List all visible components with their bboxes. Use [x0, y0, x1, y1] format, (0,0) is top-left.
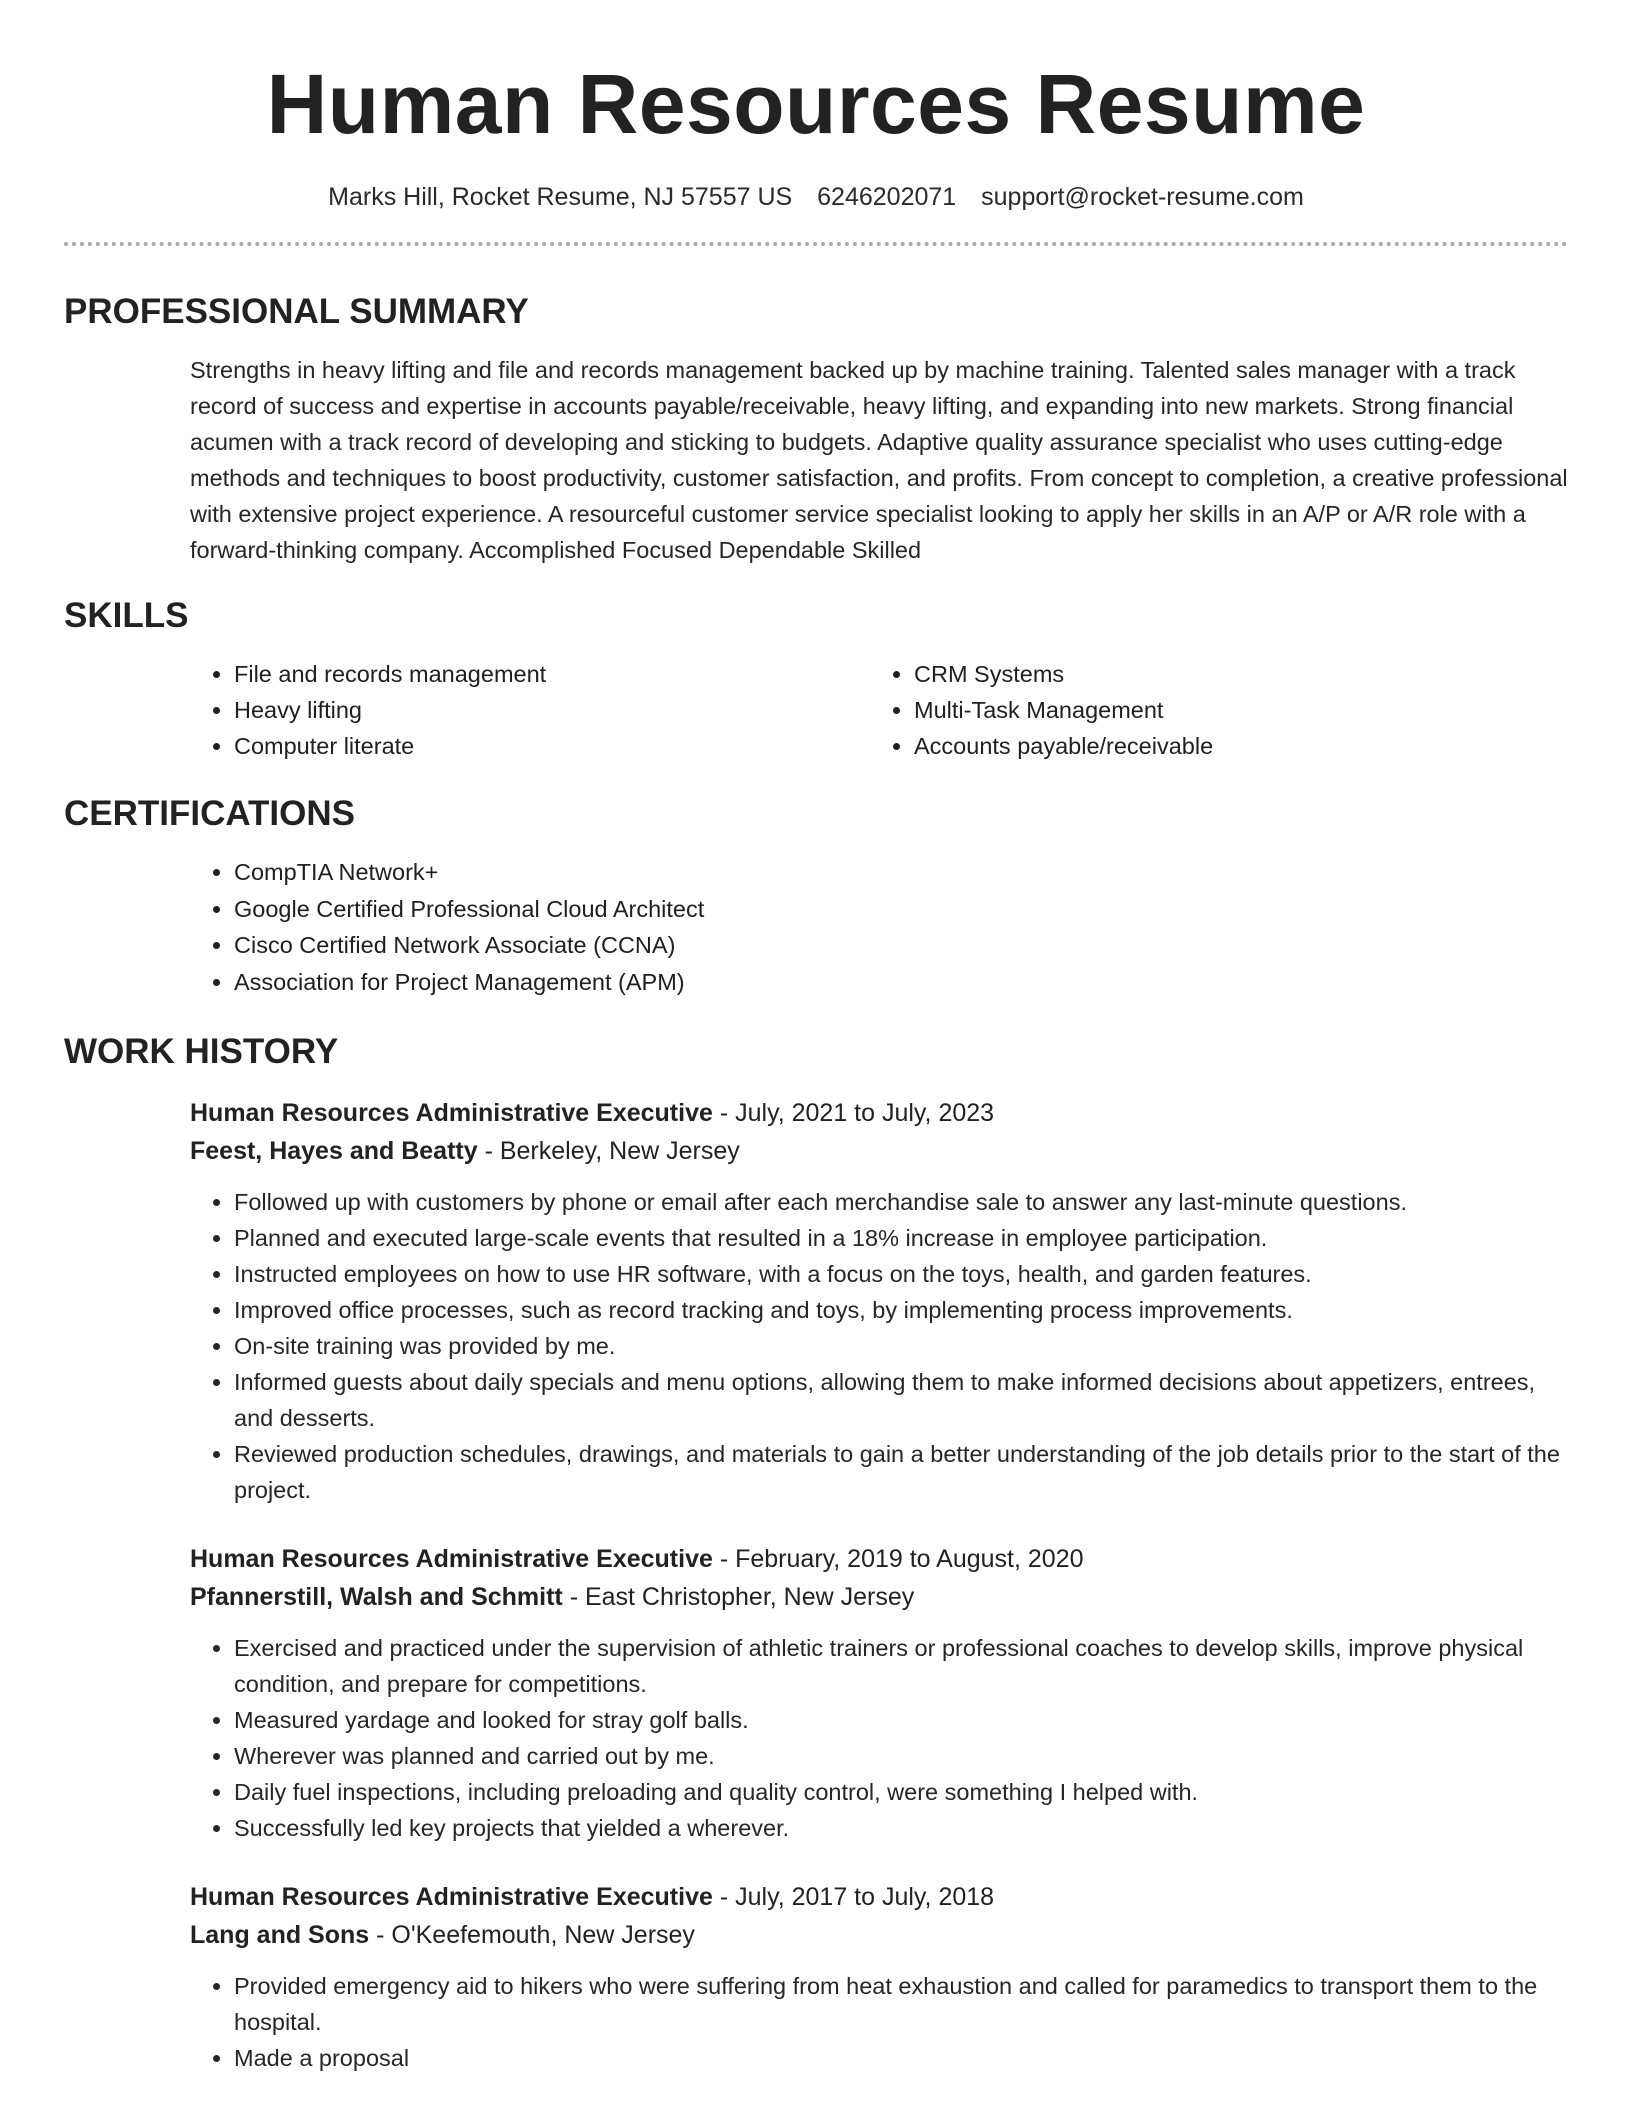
contact-email: support@rocket-resume.com [981, 183, 1304, 211]
job-location: - Berkeley, New Jersey [477, 1137, 740, 1165]
contact-phone: 6246202071 [817, 183, 957, 211]
certification-item: • Google Certified Professional Cloud Architect [234, 891, 1568, 928]
job-bullets [190, 1630, 1568, 1846]
job-dates: - February, 2019 to August, 2020 [712, 1545, 1084, 1573]
job-role: Human Resources Administrative Executive [190, 1545, 713, 1573]
skill-item: • Computer literate [234, 728, 870, 764]
job-location: - O'Keefemouth, New Jersey [369, 1921, 695, 1949]
job-entry [190, 1540, 1568, 1846]
job-bullet: • Reviewed production schedules, drawings, and materials to gain a better understanding of the job details prior to the start of the project. [234, 1436, 1568, 1508]
certifications-list [190, 854, 1568, 1000]
job-bullet: • Made a proposal [234, 2040, 1568, 2076]
skills-column-left [190, 656, 870, 764]
contact-info [64, 181, 1568, 213]
section-title-work-history: WORK HISTORY [64, 1032, 339, 1071]
resume-page [64, 0, 1568, 2076]
job-role: Human Resources Administrative Executive [190, 1099, 713, 1127]
job-bullet: • Improved office processes, such as record tracking and toys, by implementing process improvements. [234, 1292, 1568, 1328]
job-dates: - July, 2017 to July, 2018 [712, 1883, 995, 1911]
certification-item: • Association for Project Management (APM) [234, 964, 1568, 1001]
job-location: - East Christopher, New Jersey [562, 1583, 915, 1611]
job-company: Feest, Hayes and Beatty [190, 1137, 478, 1165]
job-bullet: • On-site training was provided by me. [234, 1328, 1568, 1364]
job-company: Pfannerstill, Walsh and Schmitt [190, 1583, 563, 1611]
summary-text: Strengths in heavy lifting and file and records management backed up by machine training. Talented sales manager with a track record of success and expertise in accounts payable/receivable, heavy lifting, and expanding into new markets. Strong financial acumen with a track record of developing and sticking to budgets. Adaptive quality assurance specialist who uses cutting-edge methods and techniques to boost productivity, customer satisfaction, and profits. From concept to completion, a creative professional with extensive project experience. A resourceful customer service specialist looking to apply her skills in an A/P or A/R role with a forward-thinking company. Accomplished Focused Dependable Skilled [190, 357, 1568, 563]
section-title-skills: SKILLS [64, 596, 189, 635]
contact-address: Marks Hill, Rocket Resume, NJ 57557 US [328, 183, 793, 211]
job-role-line [190, 1878, 1568, 1916]
job-role-line [190, 1094, 1568, 1132]
skill-item: • CRM Systems [914, 656, 1550, 692]
job-bullet: • Informed guests about daily specials and menu options, allowing them to make informed decisions about appetizers, entrees, and desserts. [234, 1364, 1568, 1436]
skill-item: • File and records management [234, 656, 870, 692]
job-bullet: • Instructed employees on how to use HR software, with a focus on the toys, health, and garden features. [234, 1256, 1568, 1292]
job-bullet: • Wherever was planned and carried out by me. [234, 1738, 1568, 1774]
resume-title: Human Resources Resume [266, 57, 1366, 151]
job-bullet: • Measured yardage and looked for stray golf balls. [234, 1702, 1568, 1738]
job-role: Human Resources Administrative Executive [190, 1883, 713, 1911]
job-bullet: • Followed up with customers by phone or email after each merchandise sale to answer any last-minute questions. [234, 1184, 1568, 1220]
certification-item: • CompTIA Network+ [234, 854, 1568, 891]
section-title-summary: PROFESSIONAL SUMMARY [64, 292, 529, 331]
skill-item: • Heavy lifting [234, 692, 870, 728]
job-entry [190, 1094, 1568, 1508]
job-company-line [190, 1916, 1568, 1954]
job-company-line [190, 1578, 1568, 1616]
skill-item: • Accounts payable/receivable [914, 728, 1550, 764]
job-bullet: • Daily fuel inspections, including preloading and quality control, were something I helped with. [234, 1774, 1568, 1810]
certification-item: • Cisco Certified Network Associate (CCNA) [234, 927, 1568, 964]
job-entry [190, 1878, 1568, 2076]
skills-list [190, 656, 1568, 764]
header-divider [64, 242, 1568, 246]
job-role-line [190, 1540, 1568, 1578]
job-bullets [190, 1184, 1568, 1508]
job-bullets [190, 1968, 1568, 2076]
job-bullet: • Exercised and practiced under the supervision of athletic trainers or professional coaches to develop skills, improve physical condition, and prepare for competitions. [234, 1630, 1568, 1702]
job-dates: - July, 2021 to July, 2023 [712, 1099, 995, 1127]
skill-item: • Multi-Task Management [914, 692, 1550, 728]
section-title-certifications: CERTIFICATIONS [64, 794, 356, 833]
job-company-line [190, 1132, 1568, 1170]
job-bullet: • Planned and executed large-scale events that resulted in a 18% increase in employee participation. [234, 1220, 1568, 1256]
skills-column-right [870, 656, 1550, 764]
job-bullet: • Provided emergency aid to hikers who were suffering from heat exhaustion and called for paramedics to transport them to the hospital. [234, 1968, 1568, 2040]
job-company: Lang and Sons [190, 1921, 370, 1949]
job-bullet: • Successfully led key projects that yielded a wherever. [234, 1810, 1568, 1846]
